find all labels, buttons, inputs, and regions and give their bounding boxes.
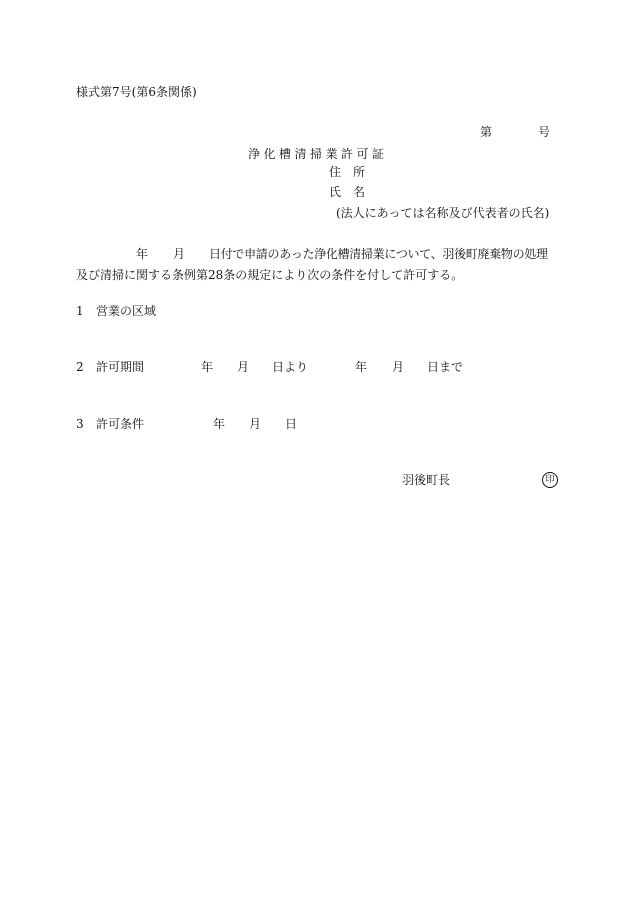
item3-day: 日 (285, 417, 298, 431)
item2-from-month: 月 (237, 360, 250, 374)
item2-number: 2 (76, 360, 84, 374)
item2-from-year: 年 (201, 360, 214, 374)
address-label: 住 所 (329, 165, 366, 179)
signature-title: 羽後町長 (402, 473, 451, 487)
seal-mark: 印 (542, 472, 558, 488)
number-go: 号 (538, 125, 551, 139)
item2-to-month: 月 (392, 360, 405, 374)
item2-to-year: 年 (355, 360, 368, 374)
body-line1-rest: 日付で申請のあった浄化槽清掃業について、羽後町廃棄物の処理 (209, 247, 548, 261)
body-line2: 及び清掃に関する条例第28条の規定により次の条件を付して許可する。 (76, 268, 464, 282)
item1-number: 1 (76, 304, 84, 318)
item2-from-day: 日より (272, 360, 309, 374)
number-dai: 第 (480, 125, 493, 139)
item3-label: 許可条件 (96, 417, 145, 431)
item2-to-day: 日まで (427, 360, 464, 374)
item2-label: 許可期間 (96, 360, 145, 374)
item1-label: 営業の区域 (96, 304, 157, 318)
form-label: 様式第7号(第6条関係) (76, 85, 197, 99)
body-date-month: 月 (173, 247, 186, 261)
item3-year: 年 (213, 417, 226, 431)
name-label: 氏 名 (329, 185, 366, 199)
document-title: 浄化槽清掃業許可証 (248, 147, 388, 161)
corporate-note: (法人にあっては名称及び代表者の氏名) (336, 206, 550, 220)
item3-month: 月 (249, 417, 262, 431)
body-date-year: 年 (136, 247, 149, 261)
item3-number: 3 (76, 417, 84, 431)
